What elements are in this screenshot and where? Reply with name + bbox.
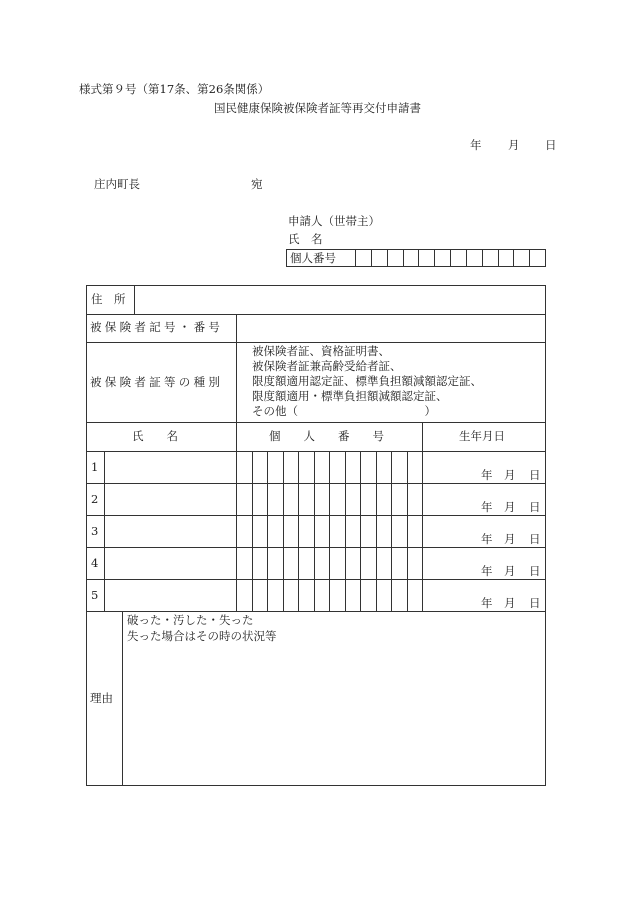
birth-year-label: 年 [481,596,493,610]
birth-month-label: 月 [504,468,516,482]
number-digit-divider [376,451,377,611]
row-number: 1 [91,460,99,474]
applicant-label: 申請人（世帯主） [288,214,380,228]
applicant-name-label: 氏 名 [288,232,323,246]
column-birth-header: 生年月日 [459,429,505,443]
birth-day-label: 日 [529,532,541,546]
birth-month-label: 月 [504,564,516,578]
birth-month-label: 月 [504,500,516,514]
applicant-number-digit-cell[interactable] [529,249,530,266]
birth-day-label: 日 [529,500,541,514]
birth-day-label: 日 [529,564,541,578]
birth-year-label: 年 [481,564,493,578]
row-number: 4 [91,556,99,570]
birth-year-label: 年 [481,500,493,514]
birth-day-label: 日 [529,468,541,482]
address-label: 住 所 [91,292,126,306]
card-type-line-3: 限度額適用認定証、標準負担額減額認定証、 [252,374,482,388]
card-type-label: 被保険者証等の種別 [90,375,224,389]
addressee: 庄内町長 [94,177,140,191]
applicant-number-digit-cell[interactable] [355,249,356,266]
insured-number-label: 被保険者記号・番号 [90,320,224,334]
number-digit-divider [329,451,330,611]
honorific: 宛 [251,177,263,191]
reason-label: 理由 [90,691,113,705]
applicant-number-digit-cell[interactable] [418,249,419,266]
birth-day-label: 日 [529,596,541,610]
applicant-number-digit-cell[interactable] [466,249,467,266]
birth-year-label: 年 [481,532,493,546]
row-number: 3 [91,524,99,538]
column-name-header: 氏 名 [132,429,178,443]
applicant-number-digit-cell[interactable] [513,249,514,266]
column-number-header: 個 人 番 号 [269,429,384,443]
applicant-number-digit-cell[interactable] [403,249,404,266]
card-type-line-1: 被保険者証、資格証明書、 [252,344,390,358]
applicant-number-digit-cell[interactable] [387,249,388,266]
card-type-line-5: その他（ ） [252,404,436,418]
form-number: 様式第９号（第17条、第26条関係） [79,82,270,96]
reason-line-2: 失った場合はその時の状況等 [127,629,277,643]
row-number: 2 [91,492,99,506]
applicant-number-digit-cell[interactable] [482,249,483,266]
number-digit-divider [391,451,392,611]
date-month-label: 月 [508,138,520,152]
card-type-line-2: 被保険者証兼高齢受給者証、 [252,359,402,373]
number-digit-divider [314,451,315,611]
card-type-line-4: 限度額適用・標準負担額減額認定証、 [252,389,448,403]
number-digit-divider [407,451,408,611]
number-digit-divider [283,451,284,611]
applicant-number-digit-cell[interactable] [450,249,451,266]
applicant-number-label: 個人番号 [290,251,336,265]
applicant-number-digit-cell[interactable] [498,249,499,266]
row-number: 5 [91,588,99,602]
date-day-label: 日 [545,138,557,152]
number-digit-divider [252,451,253,611]
number-digit-divider [267,451,268,611]
birth-month-label: 月 [504,596,516,610]
number-digit-divider [345,451,346,611]
page-title: 国民健康保険被保険者証等再交付申請書 [214,101,421,115]
birth-month-label: 月 [504,532,516,546]
reason-line-1: 破った・汚した・失った [127,613,254,627]
applicant-number-digit-cell[interactable] [434,249,435,266]
applicant-number-digit-cell[interactable] [371,249,372,266]
date-year-label: 年 [470,138,482,152]
number-digit-divider [298,451,299,611]
number-digit-divider [360,451,361,611]
birth-year-label: 年 [481,468,493,482]
